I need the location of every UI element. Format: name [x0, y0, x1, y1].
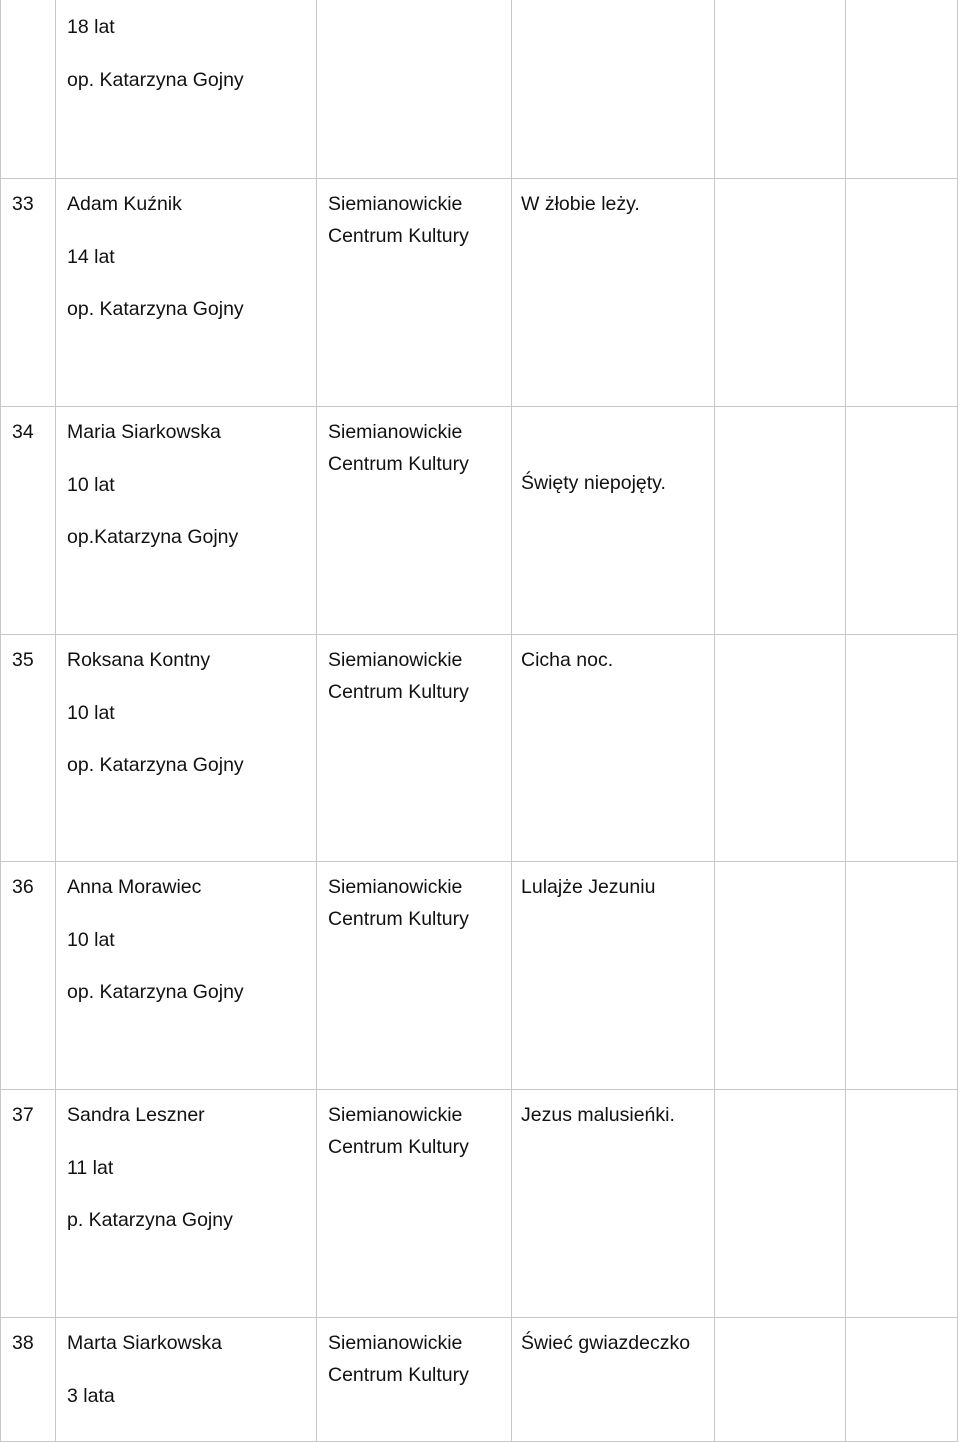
row-number: 38 — [12, 1332, 34, 1354]
performer-detail: op.Katarzyna Gojny — [67, 526, 239, 548]
row-number: 34 — [12, 421, 34, 443]
performer-detail: 3 lata — [67, 1384, 115, 1407]
performer-detail: op. Katarzyna Gojny — [67, 981, 244, 1003]
table-column-divider — [316, 0, 317, 1442]
institution-name: Centrum Kultury — [328, 452, 469, 475]
institution-name: Siemianowickie — [328, 193, 463, 215]
performer-name: Adam Kuźnik — [67, 193, 182, 215]
institution-name: Centrum Kultury — [328, 907, 469, 930]
performer-detail: 10 lat — [67, 701, 115, 724]
table-column-divider — [0, 0, 1, 1442]
table-row-divider — [0, 178, 957, 179]
performer-detail: 11 lat — [67, 1156, 114, 1179]
table-column-divider — [714, 0, 715, 1442]
song-title: W żłobie leży. — [521, 193, 640, 215]
table-column-divider — [957, 0, 958, 1442]
row-number: 33 — [12, 193, 34, 215]
table-row-divider — [0, 406, 957, 407]
institution-name: Siemianowickie — [328, 421, 463, 443]
song-title: Świeć gwiazdeczko — [521, 1332, 691, 1354]
institution-name: Siemianowickie — [328, 1332, 463, 1354]
song-title: Święty niepojęty. — [521, 472, 666, 494]
performer-detail: op. Katarzyna Gojny — [67, 754, 244, 776]
row-number: 36 — [12, 876, 34, 898]
performer-detail: 14 lat — [67, 245, 115, 268]
performer-detail: op. Katarzyna Gojny — [67, 68, 244, 91]
table-row-divider — [0, 1089, 957, 1090]
institution-name: Siemianowickie — [328, 1104, 463, 1126]
song-title: Lulajże Jezuniu — [521, 876, 656, 898]
performer-detail: 10 lat — [67, 928, 115, 951]
row-number: 35 — [12, 649, 34, 671]
institution-name: Centrum Kultury — [328, 1135, 469, 1158]
performer-name: Sandra Leszner — [67, 1104, 205, 1126]
table-row-divider — [0, 861, 957, 862]
institution-name: Centrum Kultury — [328, 680, 469, 703]
institution-name: Centrum Kultury — [328, 224, 469, 247]
table-column-divider — [55, 0, 56, 1442]
performer-name: Marta Siarkowska — [67, 1332, 222, 1354]
performer-detail: op. Katarzyna Gojny — [67, 298, 244, 320]
institution-name: Siemianowickie — [328, 876, 463, 898]
table-row-divider — [0, 634, 957, 635]
performer-name: 18 lat — [67, 16, 115, 38]
performer-detail: 10 lat — [67, 473, 115, 496]
performer-name: Anna Morawiec — [67, 876, 202, 898]
performer-name: Roksana Kontny — [67, 649, 211, 671]
song-title: Jezus malusieńki. — [521, 1104, 675, 1126]
table-row-divider — [0, 1317, 957, 1318]
performer-detail: p. Katarzyna Gojny — [67, 1209, 233, 1231]
song-title: Cicha noc. — [521, 649, 614, 671]
institution-name: Centrum Kultury — [328, 1363, 469, 1386]
table-column-divider — [511, 0, 512, 1442]
row-number: 37 — [12, 1104, 34, 1126]
table-column-divider — [845, 0, 846, 1442]
institution-name: Siemianowickie — [328, 649, 463, 671]
performer-name: Maria Siarkowska — [67, 421, 221, 443]
